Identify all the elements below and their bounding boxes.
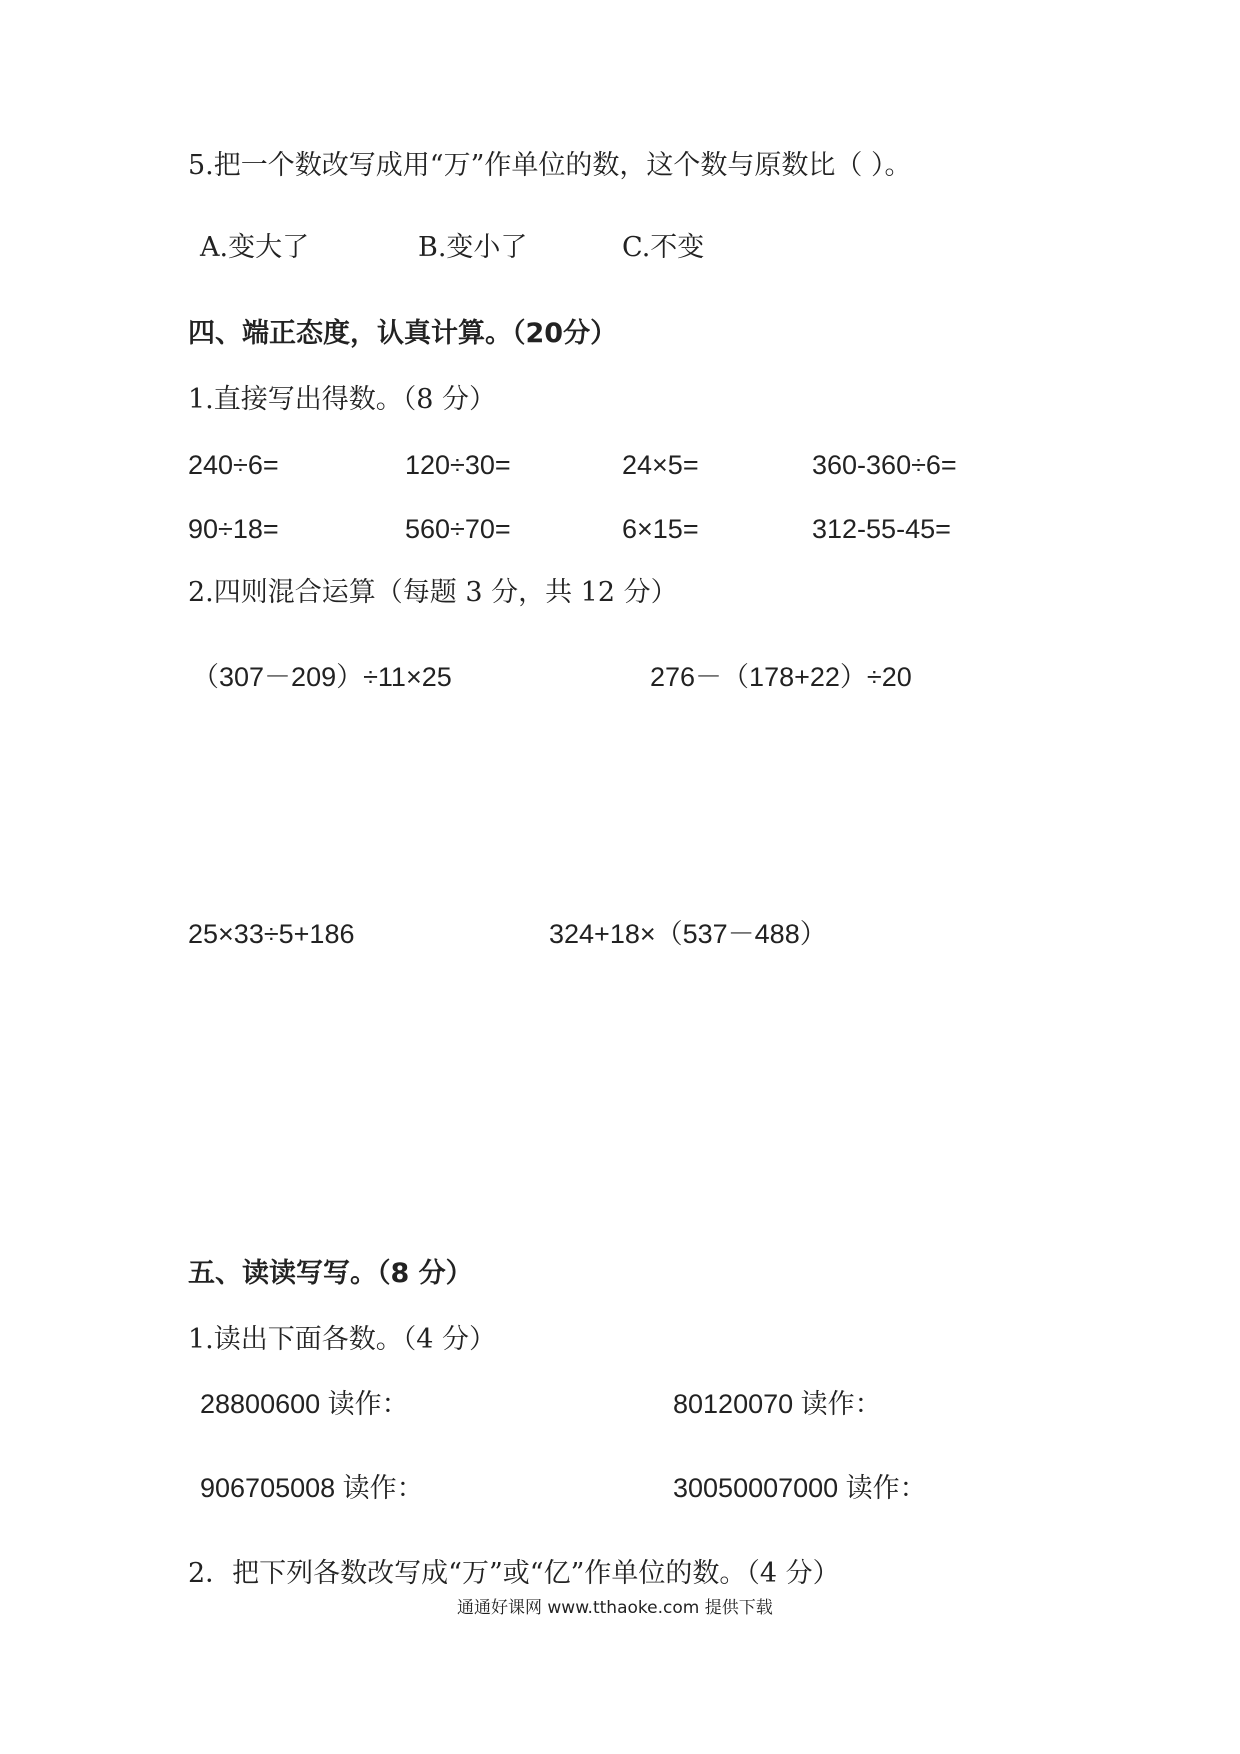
calc-item: 312-55-45= xyxy=(812,514,951,544)
q5-option-a: A.变大了 xyxy=(200,232,310,263)
q5-stem: 5.把一个数改写成用“万”作单位的数，这个数与原数比（ ）。 xyxy=(188,150,912,181)
read-number-item: 28800600 读作： xyxy=(200,1389,409,1419)
mixed-problem: （307－209）÷11×25 xyxy=(192,662,452,692)
calc-item: 120÷30= xyxy=(405,450,511,480)
section4-part2-title: 2.四则混合运算（每题 3 分，共 12 分） xyxy=(188,577,678,608)
footer-text: 通通好课网 www.tthaoke.com 提供下载 xyxy=(457,1598,773,1618)
calc-item: 240÷6= xyxy=(188,450,279,480)
calc-item: 24×5= xyxy=(622,450,699,480)
calc-item: 360-360÷6= xyxy=(812,450,957,480)
calc-item: 90÷18= xyxy=(188,514,279,544)
read-number-item: 80120070 读作： xyxy=(673,1389,882,1419)
read-number-item: 30050007000 读作： xyxy=(673,1473,927,1503)
section4-part1-title: 1.直接写出得数。（8 分） xyxy=(188,384,497,415)
q5-option-b: B.变小了 xyxy=(418,232,528,263)
mixed-problem: 324+18×（537－488） xyxy=(549,919,827,949)
section5-part1-title: 1.读出下面各数。（4 分） xyxy=(188,1324,497,1355)
section4-title: 四、端正态度，认真计算。（20分） xyxy=(188,318,618,349)
q5-option-c: C.不变 xyxy=(622,232,705,263)
calc-item: 6×15= xyxy=(622,514,699,544)
read-number-item: 906705008 读作： xyxy=(200,1473,424,1503)
section5-title: 五、读读写写。（8 分） xyxy=(188,1258,473,1289)
mixed-problem: 276－（178+22）÷20 xyxy=(650,662,912,692)
section5-part2-title: 2．把下列各数改写成“万”或“亿”作单位的数。（4 分） xyxy=(188,1558,840,1589)
calc-item: 560÷70= xyxy=(405,514,511,544)
mixed-problem: 25×33÷5+186 xyxy=(188,919,355,949)
